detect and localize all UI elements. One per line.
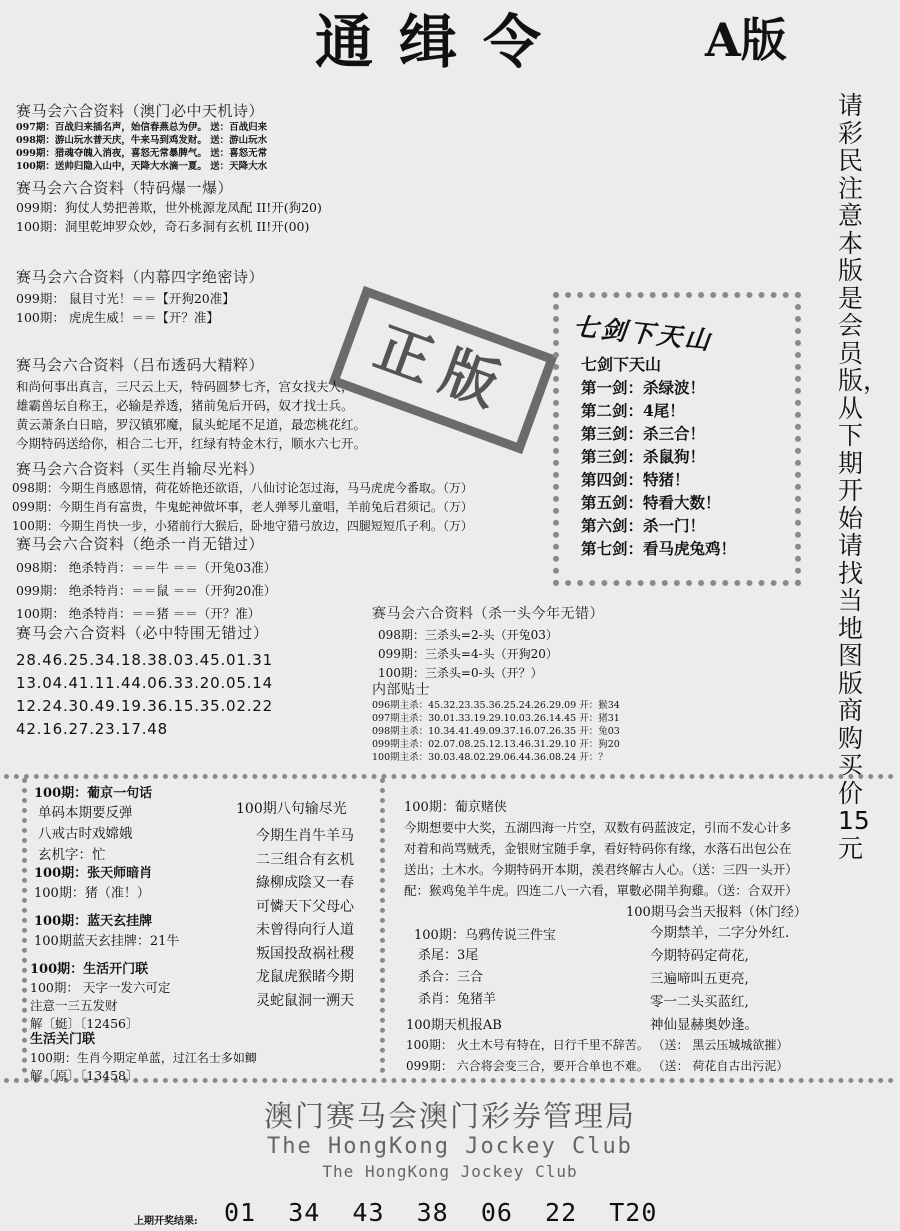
section-title: 100期：葡京赌侠 xyxy=(404,800,507,815)
list-item: 第一剑：杀绿波！ xyxy=(581,378,706,397)
list-item: 单码本期要反弹 xyxy=(38,805,133,821)
list-item: 099期：狗仗人势把善欺，世外桃源龙凤配 II!开(狗20) xyxy=(16,200,322,215)
section-title: 100期：葡京一句话 xyxy=(34,786,153,801)
list-item: 今期禁羊，二字分外红. xyxy=(650,925,790,941)
footer-en-2: The HongKong Jockey Club xyxy=(322,1162,578,1181)
divider xyxy=(4,774,894,779)
list-item: 注意一三五发财 xyxy=(30,998,118,1013)
section-title: 100期八句输尽光 xyxy=(236,801,347,817)
shatou-section xyxy=(372,603,604,683)
list-item: 098期：三杀头=2-头（开兔03） xyxy=(378,628,558,642)
number-row: 42.16.27.23.17.48 xyxy=(16,720,168,738)
list-item: 叛国投敌祸社稷 xyxy=(256,945,354,962)
number-row: 12.24.30.49.19.36.15.35.02.22 xyxy=(16,697,273,715)
section-title: 赛马会六合资料（特码爆一爆） xyxy=(16,179,234,197)
lvbu-section xyxy=(16,354,366,453)
list-item: 今期生肖牛羊马 xyxy=(256,828,354,844)
list-item: 杀尾：3尾 xyxy=(418,948,479,963)
list-item: 对着和尚骂贼秃，金银财宝随手拿，看好特码你有缘，水落石出包公在 xyxy=(404,841,792,856)
list-item: 100期：洞里乾坤罗众妙，奇石多洞有玄机 II!开(00) xyxy=(16,219,310,234)
section-title: 100期：生活开门联 xyxy=(30,962,149,977)
list-item: 100期：三杀头=0-头（开？） xyxy=(378,666,543,680)
list-item: 三遍啼叫五更亮, xyxy=(650,971,749,987)
list-item: 第三剑：杀三合！ xyxy=(581,424,706,443)
section-title: 赛马会六合资料（内幕四字绝密诗） xyxy=(16,268,265,286)
wuya-section xyxy=(414,926,556,1011)
section-title: 赛马会六合资料（必中特围无错过） xyxy=(16,624,269,642)
shenghuo-section xyxy=(30,960,170,1033)
list-item: 今期特码定荷花, xyxy=(650,948,749,964)
number-row: 28.46.25.34.18.38.03.45.01.31 xyxy=(16,651,273,669)
zhang-section xyxy=(34,864,152,904)
list-item: 第五剑：特看大数！ xyxy=(581,493,721,512)
lantian-section xyxy=(34,912,179,952)
divider xyxy=(22,778,27,1073)
section-title: 赛马会六合资料（杀一头今年无错） xyxy=(372,606,604,622)
list-item: 100期： 火土木号有特在，日行千里不辞苦。 （送： 黑云压城城欲摧） xyxy=(406,1038,789,1052)
list-item: 099期：三杀头=4-头（开狗20） xyxy=(378,647,558,661)
side-notice: 请彩民注意本版是会员版，从下期开始请找当地图版商购买价15元 xyxy=(838,91,889,863)
sword-box xyxy=(553,292,801,586)
neibu-section xyxy=(372,679,620,764)
section-title: 100期马会当天报料（休门经） xyxy=(626,905,807,920)
list-item: 黄云萧条白日暗，罗汉镇邪魔，鼠头蛇尾不足道，最恋桃花红。 xyxy=(16,417,367,432)
list-item: 098期： 绝杀特肖：＝＝牛 ＝＝（开兔03准） xyxy=(16,560,277,575)
number-row: 13.04.41.11.44.06.33.20.05.14 xyxy=(16,674,273,692)
list-item: 和尚何事出真言，三尺云上天，特码圆梦七齐，宫女找夫人， xyxy=(16,379,354,394)
result-numbers: 01 34 43 38 06 22 T20 xyxy=(224,1198,658,1227)
section-title: 100期：乌鸦传说三件宝 xyxy=(414,928,556,943)
yiju-section xyxy=(34,784,152,866)
tianji-section xyxy=(406,1016,788,1077)
list-item: 099期：今期生肖有富贵，牛鬼蛇神做坏事，老人弹琴儿童唱，羊前兔后君须记。（万） xyxy=(12,500,473,514)
section-title: 100期天机报AB xyxy=(406,1018,502,1033)
footer-en-1: The HongKong Jockey Club xyxy=(267,1134,633,1159)
section-title: 赛马会六合资料（澳门必中天机诗） xyxy=(16,102,265,120)
list-item: 今期特码送给你，相合二七开，红绿有特金木行，顺水六七开。 xyxy=(16,436,367,451)
neimu-section xyxy=(16,266,264,327)
maisheng-section xyxy=(12,458,473,536)
list-item: 神仙显赫奥妙逢。 xyxy=(650,1017,758,1033)
dushi-section xyxy=(404,798,798,901)
list-item: 100期：猪（准！） xyxy=(34,886,150,901)
list-item: 送出；土木水。今期特码开本期，羡君终解古人心。（送：三四一头开） xyxy=(404,862,798,877)
baju-section xyxy=(236,800,354,1013)
edition-label: A版 xyxy=(705,13,787,67)
section-title: 赛马会六合资料（绝杀一肖无错过） xyxy=(16,535,265,553)
list-item: 今期想要中大奖，五湖四海一片空，双数有码蓝波定，引而不发心计多 xyxy=(404,820,792,835)
list-item: 100期： 虎虎生威！＝＝【开？准】 xyxy=(16,310,219,325)
jueshayi-section xyxy=(16,533,276,625)
list-item: 099期：猎魂夺魄入消夜，喜怒无常暴脾气。 送：喜怒无常 xyxy=(16,148,268,159)
list-item: 第六剑：杀一门！ xyxy=(581,516,706,535)
list-item: 灵蛇鼠洞一溯天 xyxy=(256,992,354,1009)
list-item: 第三剑：杀鼠狗！ xyxy=(581,447,706,466)
list-item: 第七剑：看马虎兔鸡！ xyxy=(581,539,737,558)
section-title: 100期：张天师暗肖 xyxy=(34,866,153,881)
list-item: 096期主杀：45.32.23.35.36.25.24.26.29.09 开：猴34 xyxy=(372,700,620,711)
list-item: 100期：送帅归隐入山中，天降大水滴一夏。 送：天降大水 xyxy=(16,161,268,172)
list-item: 二三组合有玄机 xyxy=(256,851,354,868)
list-item: 第二剑：4尾！ xyxy=(581,401,685,420)
list-item: 杀合：三合 xyxy=(418,970,484,985)
baoyibao-section xyxy=(16,177,322,236)
list-item: 八戒古时戏嫦娥 xyxy=(38,826,133,842)
list-item: 解〔蜓〕〔12456〕 xyxy=(30,1016,139,1031)
list-item: 098期主杀：10.34.41.49.09.37.16.07.26.35 开：兔03 xyxy=(372,726,620,737)
list-item: 未曾得向行人道 xyxy=(256,922,354,938)
section-title: 100期：蓝天玄挂牌 xyxy=(34,914,153,929)
page-title: 通缉令 xyxy=(315,8,568,76)
divider xyxy=(380,778,385,1073)
list-item: 100期： 天字一发六可定 xyxy=(30,980,171,995)
sword-logo: 七剑下天山 xyxy=(571,311,714,356)
list-item: 配：猴鸡兔羊牛虎。四连二八一六看，單數必開羊狗雞。（送：合双开） xyxy=(404,883,798,898)
list-item: 玄机字：忙 xyxy=(38,847,106,863)
section-title: 生活关门联 xyxy=(30,1032,96,1047)
list-item: 100期：今期生肖快一步，小猪前行大猴后，卧地守猎弓放边，四腿短短爪子利。（万） xyxy=(12,519,473,533)
list-item: 099期主杀：02.07.08.25.12.13.46.31.29.10 开：狗20 xyxy=(372,739,620,750)
list-item: 雄霸兽坛自称王，必输是养透，猪前兔后开码，奴才找士兵。 xyxy=(16,398,354,413)
list-item: 100期： 绝杀特肖：＝＝猪 ＝＝（开？准） xyxy=(16,606,261,621)
list-item: 龙鼠虎猴睹今期 xyxy=(256,969,354,985)
list-item: 100期：生肖今期定单蓝，过江名士多如鲫 xyxy=(30,1051,257,1065)
stamp-text: 正版 xyxy=(366,314,521,425)
bizhong-section xyxy=(16,622,273,741)
guanmen-section xyxy=(30,1030,257,1085)
sword-title: 七剑下天山 xyxy=(581,355,662,374)
poem-section xyxy=(16,100,267,173)
result-label: 上期开奖结果: xyxy=(134,1216,198,1227)
list-item: 可憐天下父母心 xyxy=(256,898,354,915)
list-item: 097期主杀：30.01.33.19.29.10.03.26.14.45 开：猪31 xyxy=(372,713,620,724)
list-item: 099期： 六合将会变三合，要开合单也不难。 （送： 荷花自古出污泥） xyxy=(406,1059,789,1073)
list-item: 第四剑：特猪！ xyxy=(581,470,690,489)
list-item: 098期：今期生肖感恩情，荷花娇艳还欲语，八仙讨论怎过海，马马虎虎今番取。（万） xyxy=(12,481,473,495)
list-item: 解〔原〕〔13458〕 xyxy=(30,1068,139,1083)
list-item: 綠柳成陰又一春 xyxy=(256,875,354,891)
section-title: 内部贴士 xyxy=(372,682,430,698)
list-item: 098期：游山玩水普天庆，牛来马到鸡发财。 送：游山玩水 xyxy=(16,135,268,146)
footer-cn: 澳门赛马会澳门彩券管理局 xyxy=(263,1099,636,1133)
list-item: 097期：百战归来插名声，始信春燕总为伊。 送：百战归来 xyxy=(16,122,268,133)
list-item: 100期主杀：30.03.48.02.29.06.44.36.08.24 开：？ xyxy=(372,752,608,763)
section-title: 赛马会六合资料（吕布透码大精粹） xyxy=(16,356,265,374)
list-item: 099期： 绝杀特肖：＝＝鼠 ＝＝（开狗20准） xyxy=(16,583,277,598)
list-item: 099期： 鼠目寸光！＝＝【开狗20准】 xyxy=(16,291,235,306)
list-item: 零一二头买蓝红, xyxy=(650,994,749,1010)
sword-list xyxy=(581,354,736,560)
section-title: 赛马会六合资料（买生肖输尽光料） xyxy=(16,460,265,478)
list-item: 100期蓝天玄挂牌：21牛 xyxy=(34,934,180,949)
list-item: 杀肖：兔猪羊 xyxy=(418,992,497,1007)
